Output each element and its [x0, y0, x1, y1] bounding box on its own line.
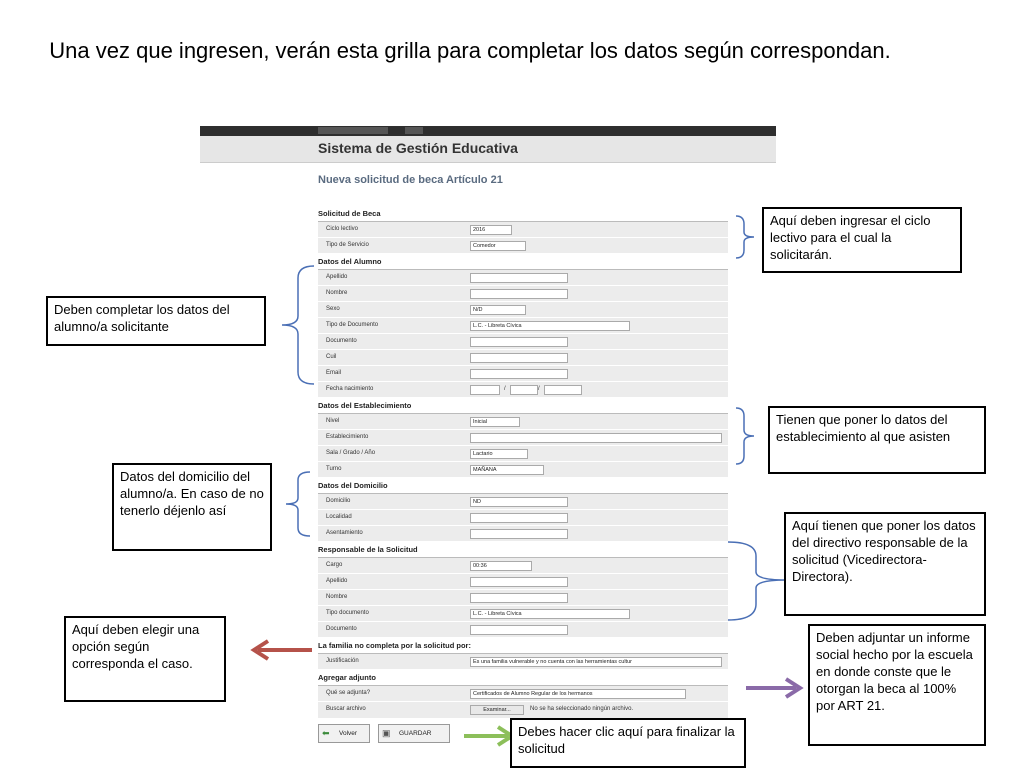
nivel-label: Nivel [326, 418, 340, 424]
volver-label: Volver [339, 730, 358, 737]
note-elegir-opcion: Aquí deben elegir una opción según corresponda el caso. [64, 616, 226, 702]
fecha-anio-input[interactable] [544, 385, 582, 395]
alumno-nombre-input[interactable] [470, 289, 568, 299]
row-sala [318, 446, 728, 462]
browser-top-bar [200, 126, 776, 136]
alumno-email-input[interactable] [470, 369, 568, 379]
row-resp-documento [318, 622, 728, 638]
alumno-nombre-label: Nombre [326, 290, 348, 296]
note-domicilio: Datos del domicilio del alumno/a. En caso de no tenerlo déjenlo así [112, 463, 272, 551]
volver-button[interactable] [318, 724, 370, 743]
guardar-label: GUARDAR [399, 730, 432, 737]
row-alumno-email [318, 366, 728, 382]
save-icon: ▣ [382, 728, 391, 738]
row-justificacion [318, 654, 728, 670]
row-alumno-apellido [318, 270, 728, 286]
section-establecimiento-heading: Datos del Establecimiento [318, 398, 728, 414]
note-directivo: Aquí tienen que poner los datos del directivo responsable de la solicitud (Vicedirectora- Directora). [784, 512, 986, 616]
que-adjunta-input[interactable]: Certificados de Alumno Regular de los hermanos [470, 689, 686, 699]
note-datos-alumno: Deben completar los datos del alumno/a solicitante [46, 296, 266, 346]
brace-ciclo [734, 214, 758, 260]
top-menu-tab[interactable] [318, 127, 388, 134]
alumno-tipo-doc-label: Tipo de Documento [326, 322, 379, 328]
establecimiento-label: Establecimiento [326, 434, 369, 440]
top-menu-tab-small[interactable] [405, 127, 423, 134]
row-alumno-fecha [318, 382, 728, 398]
cargo-select[interactable]: 00:36 [470, 561, 532, 571]
slide-title: Una vez que ingresen, verán esta grilla para completar los datos según correspondan. [49, 38, 891, 63]
note-establecimiento: Tienen que poner lo datos del establecimiento al que asisten [768, 406, 986, 474]
scholarship-form [318, 206, 728, 719]
row-resp-nombre [318, 590, 728, 606]
form-title: Nueva solicitud de beca Artículo 21 [318, 174, 503, 186]
note-informe-social: Deben adjuntar un informe social hecho por la escuela en donde conste que le otorgan la beca al 100% por ART 21. [808, 624, 986, 746]
row-establecimiento [318, 430, 728, 446]
sala-select[interactable]: Lactario [470, 449, 528, 459]
alumno-sexo-select[interactable]: N/D [470, 305, 526, 315]
resp-nombre-label: Nombre [326, 594, 348, 600]
turno-select[interactable]: MAÑANA [470, 465, 544, 475]
alumno-cuil-label: Cuil [326, 354, 337, 360]
servicio-select[interactable]: Comedor [470, 241, 526, 251]
localidad-input[interactable] [470, 513, 568, 523]
resp-nombre-input[interactable] [470, 593, 568, 603]
row-alumno-tipo-doc [318, 318, 728, 334]
alumno-documento-input[interactable] [470, 337, 568, 347]
section-familia-heading: La familia no completa por la solicitud por: [318, 638, 728, 654]
row-resp-apellido [318, 574, 728, 590]
row-tipo-servicio [318, 238, 728, 254]
row-nivel [318, 414, 728, 430]
sala-label: Sala / Grado / Año [326, 450, 376, 456]
section-solicitud-heading: Solicitud de Beca [318, 206, 728, 222]
establecimiento-select[interactable] [470, 433, 722, 443]
purple-arrow-right-icon [742, 676, 804, 700]
domicilio-input[interactable]: ND [470, 497, 568, 507]
fecha-separator: / [538, 386, 540, 392]
brace-directivo [726, 540, 790, 622]
fecha-dia-input[interactable] [470, 385, 500, 395]
row-alumno-sexo [318, 302, 728, 318]
brace-domicilio [284, 470, 314, 538]
alumno-documento-label: Documento [326, 338, 357, 344]
row-alumno-documento [318, 334, 728, 350]
ciclo-input[interactable]: 2016 [470, 225, 512, 235]
row-alumno-nombre [318, 286, 728, 302]
alumno-tipo-doc-select[interactable]: L.C. - Libreta Cívica [470, 321, 630, 331]
asentamiento-label: Asentamiento [326, 530, 363, 536]
domicilio-label: Domicilio [326, 498, 351, 504]
buscar-archivo-label: Buscar archivo [326, 706, 366, 712]
row-que-adjunta [318, 686, 728, 702]
examinar-button[interactable]: Examinar... [470, 705, 524, 715]
system-name: Sistema de Gestión Educativa [318, 140, 518, 156]
alumno-sexo-label: Sexo [326, 306, 340, 312]
back-arrow-icon: ⬅ [322, 728, 330, 738]
resp-apellido-label: Apellido [326, 578, 348, 584]
row-cargo [318, 558, 728, 574]
resp-documento-label: Documento [326, 626, 357, 632]
no-file-text: No se ha seleccionado ningún archivo. [530, 706, 634, 712]
justificacion-label: Justificación [326, 658, 359, 664]
section-adjunto-heading: Agregar adjunto [318, 670, 728, 686]
section-alumno-heading: Datos del Alumno [318, 254, 728, 270]
row-resp-tipo-doc [318, 606, 728, 622]
fecha-mes-input[interactable] [510, 385, 538, 395]
row-asentamiento [318, 526, 728, 542]
green-arrow-right-icon [460, 724, 516, 748]
row-turno [318, 462, 728, 478]
nivel-select[interactable]: Inicial [470, 417, 520, 427]
row-alumno-cuil [318, 350, 728, 366]
note-ciclo-lectivo: Aquí deben ingresar el ciclo lectivo para el cual la solicitarán. [762, 207, 962, 273]
alumno-email-label: Email [326, 370, 342, 376]
asentamiento-input[interactable] [470, 529, 568, 539]
row-domicilio [318, 494, 728, 510]
justificacion-select[interactable]: Es una familia vulnerable y no cuenta con las herramientas cultur [470, 657, 722, 667]
section-responsable-heading: Responsable de la Solicitud [318, 542, 728, 558]
guardar-button[interactable] [378, 724, 450, 743]
turno-label: Turno [326, 466, 342, 472]
resp-tipo-doc-select[interactable]: L.C. - Libreta Cívica [470, 609, 630, 619]
row-ciclo-lectivo [318, 222, 728, 238]
form-screenshot [200, 126, 776, 768]
note-finalizar: Debes hacer clic aquí para finalizar la solicitud [510, 718, 746, 768]
alumno-cuil-input[interactable] [470, 353, 568, 363]
brace-alumno [278, 264, 318, 386]
red-arrow-left-icon [246, 638, 316, 662]
cargo-label: Cargo [326, 562, 343, 568]
localidad-label: Localidad [326, 514, 352, 520]
alumno-apellido-label: Apellido [326, 274, 348, 280]
servicio-label: Tipo de Servicio [326, 242, 369, 248]
alumno-apellido-input[interactable] [470, 273, 568, 283]
resp-tipo-doc-label: Tipo documento [326, 610, 369, 616]
fecha-separator: / [504, 386, 506, 392]
ciclo-label: Ciclo lectivo [326, 226, 359, 232]
row-buscar-archivo [318, 702, 728, 719]
section-domicilio-heading: Datos del Domicilio [318, 478, 728, 494]
brace-establecimiento [734, 406, 758, 466]
que-adjunta-label: Qué se adjunta? [326, 690, 371, 696]
system-header [200, 136, 776, 163]
alumno-fecha-label: Fecha nacimiento [326, 386, 374, 392]
resp-documento-input[interactable] [470, 625, 568, 635]
resp-apellido-input[interactable] [470, 577, 568, 587]
row-localidad [318, 510, 728, 526]
